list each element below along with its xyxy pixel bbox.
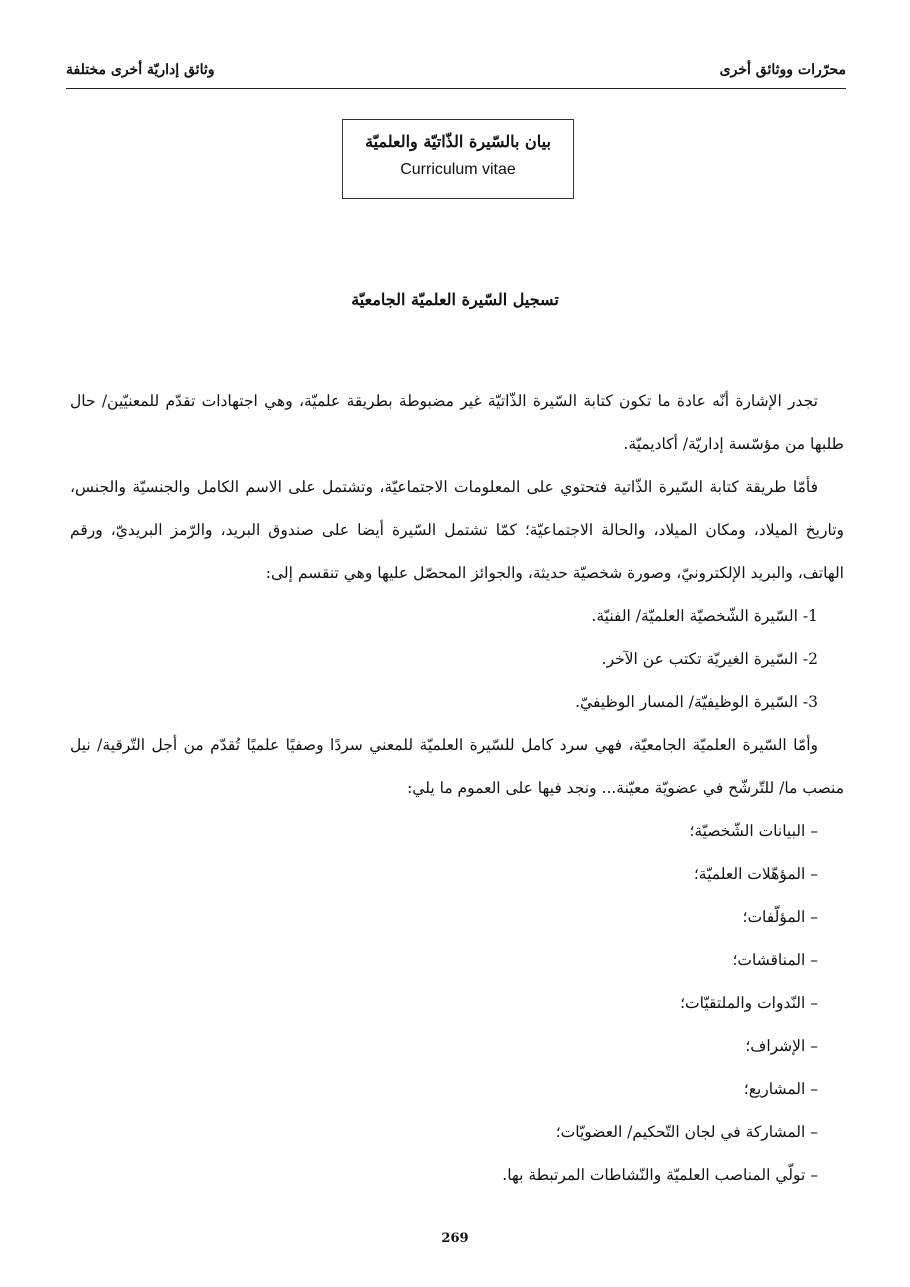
- paragraph-cv-method: فأمّا طريقة كتابة السّيرة الذّاتية فتحتوي على المعلومات الاجتماعيّة، وتشتمل على الاسم الكامل والجنسيّة والجنس، وتاريخ الميلاد، ومكان الميلاد، والحالة الاجتماعيّة؛ كمّا تشتمل السّيرة أيضا على صندوق البريد، والرّمز البريديّ، ورقم الهاتف، والبريد الإلكترونيّ، وصورة شخصيّة حديثة، والجوائز المحصّل عليها وهي تنقسم إلى:: [70, 478, 844, 582]
- cv-type-item: 2- السّيرة الغيريّة تكتب عن الآخر.: [601, 650, 818, 668]
- document-title-english: Curriculum vitae: [400, 161, 516, 178]
- contents-list-item: – المشاريع؛: [743, 1080, 818, 1098]
- contents-list-item: – تولّي المناصب العلميّة والنّشاطات المرتبطة بها.: [502, 1166, 818, 1184]
- body-text: [70, 380, 844, 1197]
- header-section-title: وثائق إداريّة أخرى مختلفة: [66, 62, 215, 78]
- contents-list-item: – الإشراف؛: [745, 1037, 818, 1055]
- document-title-box: [342, 119, 574, 199]
- running-header: [66, 58, 846, 89]
- contents-list-item: – المؤلّفات؛: [742, 908, 818, 926]
- contents-list-item: – المؤهّلات العلميّة؛: [693, 865, 818, 883]
- page-number: 269: [441, 1231, 469, 1246]
- paragraph-intro: تجدر الإشارة أنّه عادة ما تكون كتابة السّيرة الذّاتيّة غير مضبوطة بطريقة علميّة، وهي اجتهادات تقدّم للمعنيّين/ حال طلبها من مؤسّسة إداريّة/ أكاديميّة.: [70, 392, 844, 453]
- paragraph-university-cv: وأمّا السّيرة العلميّة الجامعيّة، فهي سرد كامل للسّيرة العلميّة للمعني سردًا وصفيًا علميًا تُقدّم من أجل التّرقية/ نيل منصب ما/ للتّرشّح في عضويّة معيّنة... ونجد فيها على العموم ما يلي:: [70, 736, 844, 797]
- contents-list-item: – النّدوات والملتقيّات؛: [680, 994, 818, 1012]
- section-heading: تسجيل السّيرة العلميّة الجامعيّة: [351, 290, 559, 309]
- header-chapter-title: محرّرات ووثائق أخرى: [719, 62, 846, 78]
- cv-type-item: 1- السّيرة الشّخصيّة العلميّة/ الفنيّة.: [591, 607, 818, 625]
- cv-type-item: 3- السّيرة الوظيفيّة/ المسار الوظيفيّ.: [575, 693, 818, 711]
- contents-list-item: – البيانات الشّخصيّة؛: [689, 822, 818, 840]
- document-title-arabic: بيان بالسّيرة الذّاتيّة والعلميّة: [365, 132, 551, 151]
- contents-list-item: – المناقشات؛: [732, 951, 818, 969]
- contents-list-item: – المشاركة في لجان التّحكيم/ العضويّات؛: [555, 1123, 818, 1141]
